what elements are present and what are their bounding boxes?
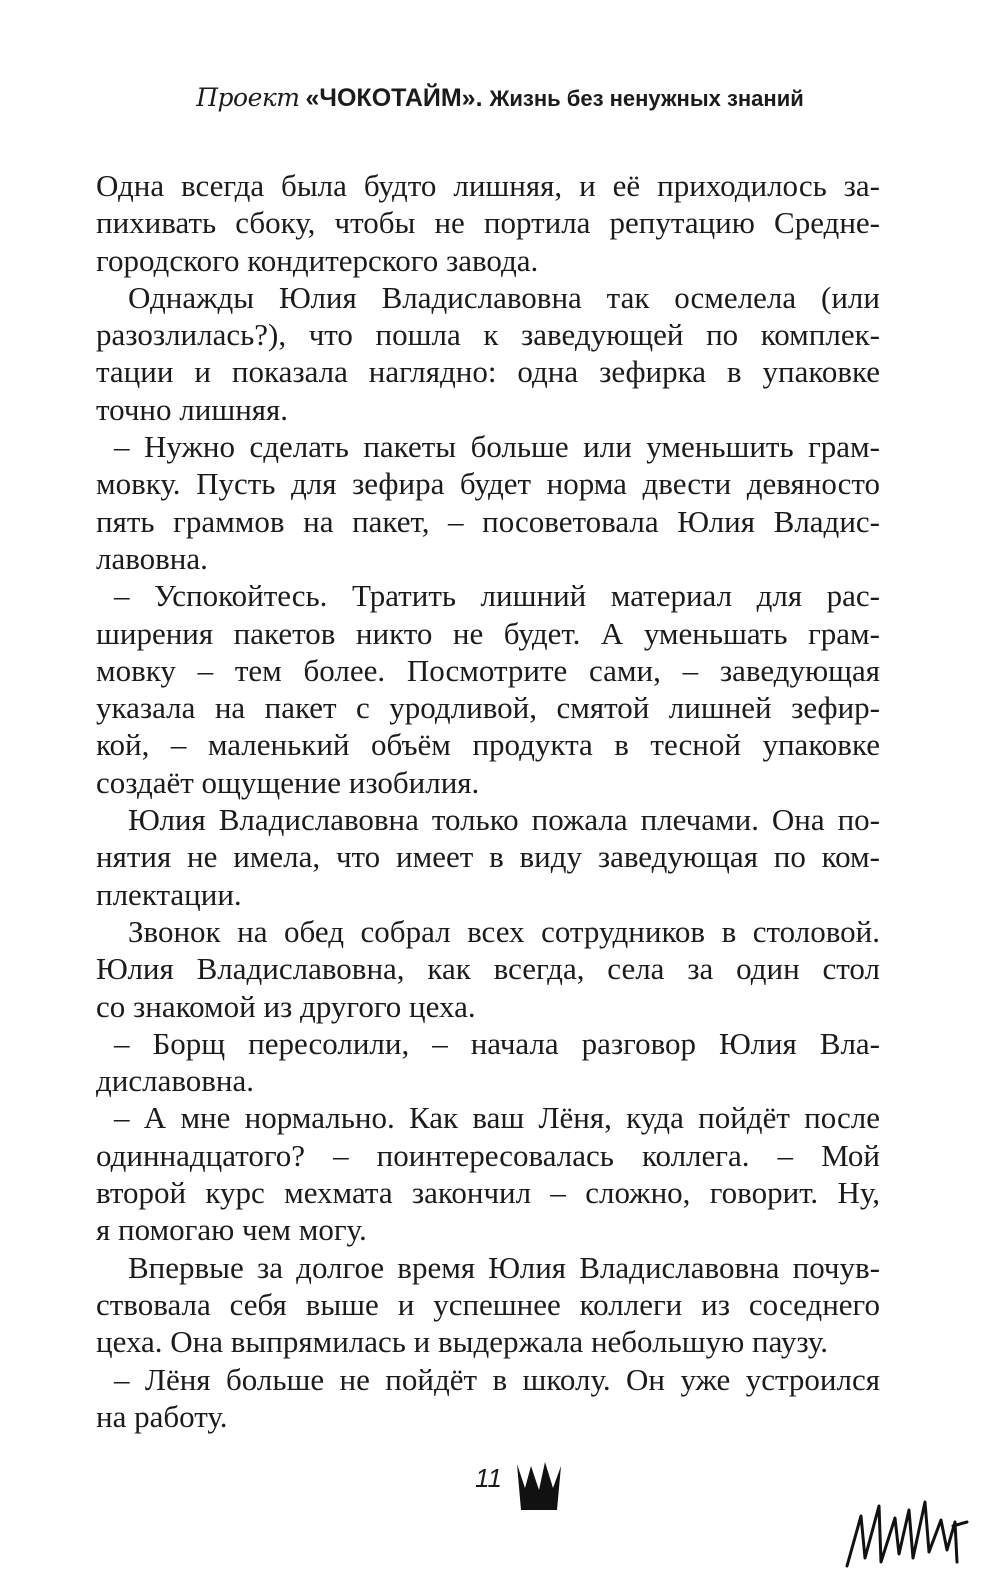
text-line: Звонок на обед собрал всех сотрудников в столовой. xyxy=(128,913,880,949)
text-line: пихивать сбоку, чтобы не портила репутацию Средне- xyxy=(96,205,880,241)
text-line: диславовна. xyxy=(96,1063,255,1099)
text-line: – Нужно сделать пакеты больше или уменьшить грам- xyxy=(114,429,880,465)
running-header xyxy=(0,78,1000,119)
text-line: точно лишняя. xyxy=(96,391,289,427)
text-line: цеха. Она выпрямилась и выдержала небольшую паузу. xyxy=(96,1324,829,1360)
text-line: – Борщ пересолили, – начала разговор Юлия Вла- xyxy=(114,1025,880,1061)
text-line: лавовна. xyxy=(96,540,208,576)
text-line: одиннадцатого? – поинтересовалась коллега. – Мой xyxy=(96,1137,880,1173)
text-line: – А мне нормально. Как ваш Лёня, куда пойдёт после xyxy=(114,1100,880,1136)
text-line: плектации. xyxy=(96,876,242,912)
crown-icon xyxy=(513,1458,565,1512)
text-line: второй курс мехмата закончил – сложно, говорит. Ну, xyxy=(96,1175,880,1211)
text-line: со знакомой из другого цеха. xyxy=(96,988,476,1024)
text-line: кой, – маленький объём продукта в тесной упаковке xyxy=(96,727,880,763)
text-line: Однажды Юлия Владиславовна так осмелела (или xyxy=(128,279,880,315)
header-brand: «ЧОКОТАЙМ». xyxy=(305,84,483,112)
text-line: разозлилась?), что пошла к заведующей по комплек- xyxy=(96,317,880,353)
text-line: указала на пакет с уродливой, смятой лишней зефир- xyxy=(96,690,880,726)
text-line: – Успокойтесь. Тратить лишний материал для рас- xyxy=(114,578,880,614)
text-line: ширения пакетов никто не будет. А уменьшать грам- xyxy=(96,615,880,651)
text-line: мовку – тем более. Посмотрите сами, – заведующая xyxy=(96,652,880,688)
text-line: на работу. xyxy=(96,1398,228,1434)
text-line: городского кондитерского завода. xyxy=(96,242,539,278)
text-line: – Лёня больше не пойдёт в школу. Он уже устроился xyxy=(114,1361,880,1397)
text-line: Одна всегда была будто лишняя, и её приходилось за- xyxy=(96,168,880,203)
header-project-word: Проект xyxy=(196,83,300,112)
text-line: мовку. Пусть для зефира будет норма двести девяносто xyxy=(96,466,880,502)
text-line: создаёт ощущение изобилия. xyxy=(96,764,480,800)
text-line: Юлия Владиславовна, как всегда, села за один стол xyxy=(96,951,880,987)
text-line: Впервые за долгое время Юлия Владиславовна почув- xyxy=(128,1249,880,1285)
header-subtitle: Жизнь без ненужных знаний xyxy=(489,86,804,111)
page-number: 11 xyxy=(475,1463,502,1493)
text-line: ствовала себя выше и успешнее коллеги из соседнего xyxy=(96,1286,880,1322)
text-line: я помогаю чем могу. xyxy=(96,1212,367,1248)
text-line: пять граммов на пакет, – посоветовала Юлия Владис- xyxy=(96,503,880,539)
text-line: нятия не имела, что имеет в виду заведующая по ком- xyxy=(96,839,880,875)
text-line: Юлия Владиславовна только пожала плечами. Она по- xyxy=(128,802,880,838)
signature-scribble xyxy=(843,1492,973,1572)
body-text xyxy=(96,167,880,1435)
text-line: тации и показала наглядно: одна зефирка в упаковке xyxy=(96,354,880,390)
